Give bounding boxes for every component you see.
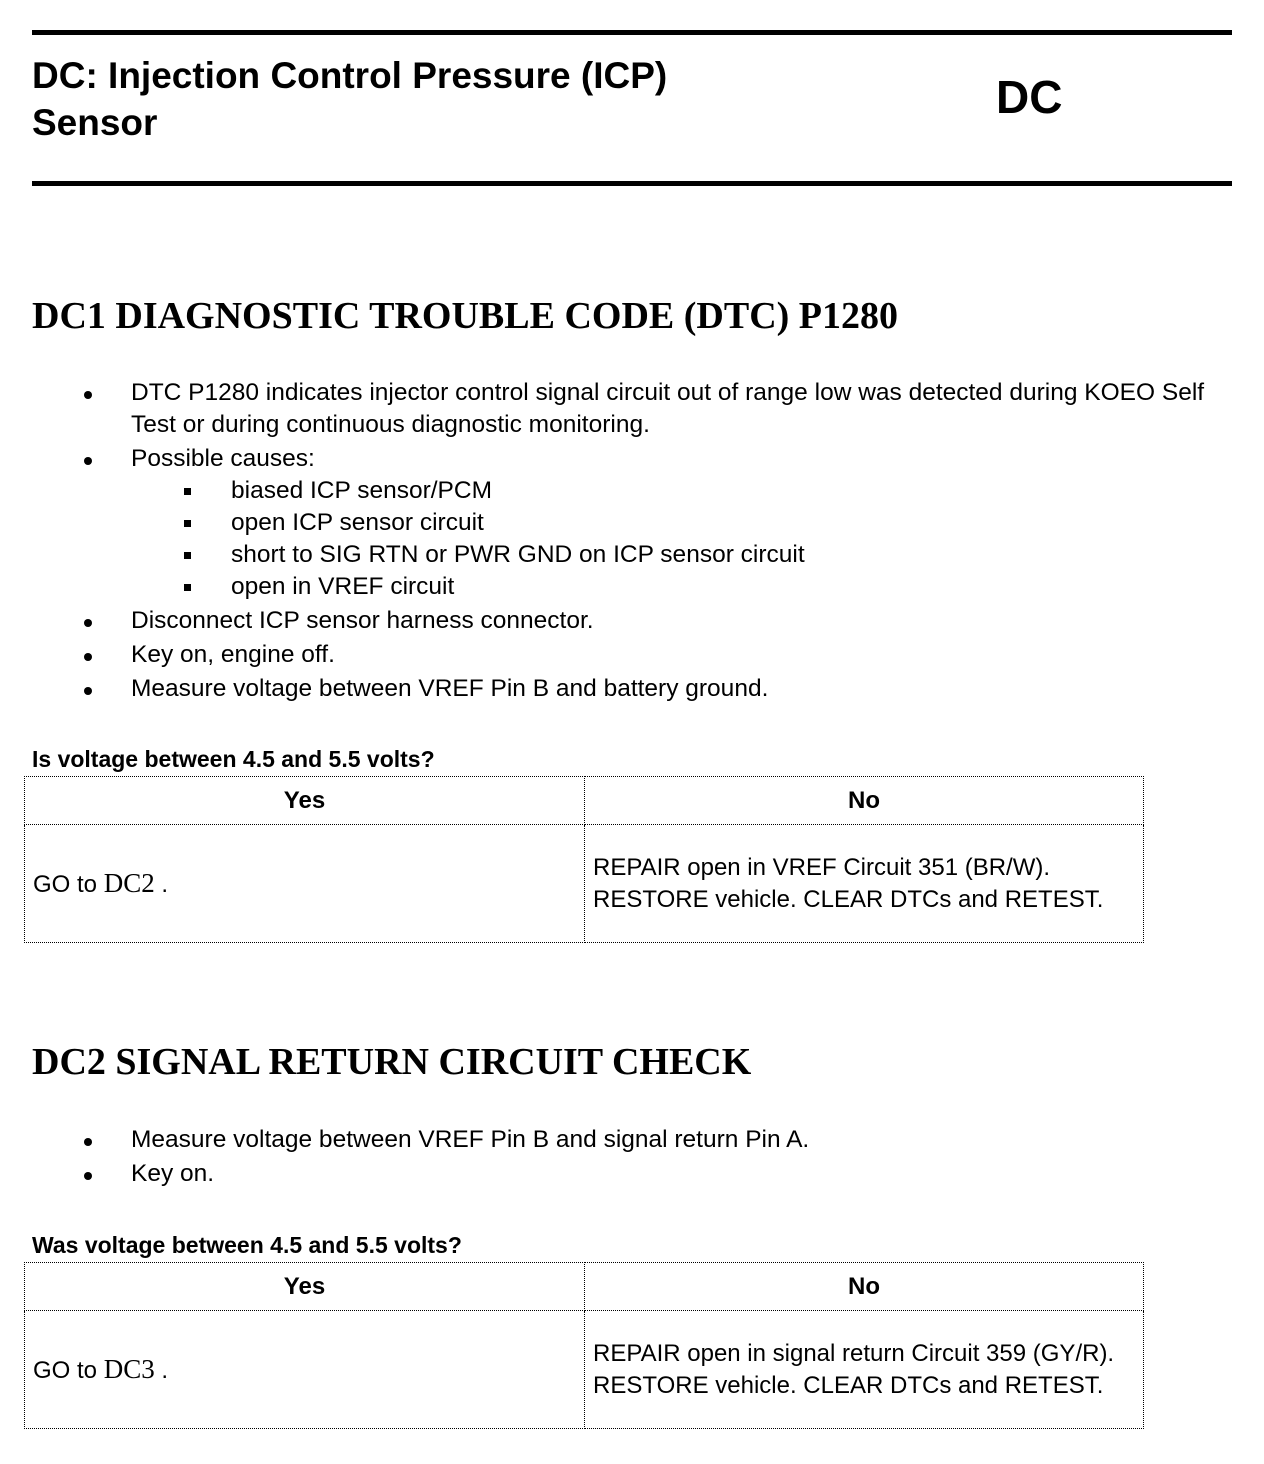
dc1-question: Is voltage between 4.5 and 5.5 volts?	[32, 746, 435, 772]
list-item	[0, 377, 1250, 441]
dc1-heading: DC1 DIAGNOSTIC TROUBLE CODE (DTC) P1280	[32, 295, 899, 337]
bullet-icon	[84, 457, 92, 465]
cause-text: open ICP sensor circuit	[231, 509, 484, 536]
list-item	[0, 639, 1250, 671]
section-code: DC	[996, 71, 1063, 123]
no-cell: REPAIR open in signal return Circuit 359 (GY/R). RESTORE vehicle. CLEAR DTCs and RETEST.	[585, 1311, 1144, 1429]
dc2-decision-table	[24, 1262, 1144, 1429]
header-bottom-rule	[32, 181, 1232, 186]
bullet-icon	[84, 687, 92, 695]
yes-column-header: Yes	[25, 1263, 585, 1311]
page-title: DC: Injection Control Pressure (ICP) Sensor	[32, 55, 668, 143]
cause-item	[131, 507, 1250, 539]
square-bullet-icon	[184, 488, 191, 495]
step-text: Disconnect ICP sensor harness connector.	[131, 607, 594, 634]
bullet-icon	[84, 391, 92, 399]
step-text: Key on, engine off.	[131, 641, 335, 668]
goto-suffix: .	[161, 1356, 169, 1384]
no-column-header: No	[585, 777, 1144, 825]
cause-item	[131, 539, 1250, 571]
no-cell: REPAIR open in VREF Circuit 351 (BR/W). RESTORE vehicle. CLEAR DTCs and RETEST.	[585, 825, 1144, 943]
goto-link[interactable]: DC2	[103, 867, 155, 898]
dc2-step-list	[0, 1124, 1250, 1192]
dc1-step-list	[0, 377, 1250, 707]
goto-suffix: .	[161, 870, 169, 898]
step-text: DTC P1280 indicates injector control signal circuit out of range low was detected during KOEO Self Test or during continuous diagnostic monitoring.	[131, 379, 1205, 438]
goto-link[interactable]: DC3	[103, 1353, 155, 1384]
possible-causes-list	[131, 475, 1250, 603]
table-header-row	[25, 1263, 1144, 1311]
square-bullet-icon	[184, 584, 191, 591]
bullet-icon	[84, 1172, 92, 1180]
table-header-row	[25, 777, 1144, 825]
table-row	[25, 1311, 1144, 1429]
step-text: Measure voltage between VREF Pin B and signal return Pin A.	[131, 1126, 810, 1153]
cause-item	[131, 475, 1250, 507]
dc1-decision-table	[24, 776, 1144, 943]
goto-prefix: GO to	[33, 1356, 98, 1384]
step-text: Possible causes:	[131, 445, 315, 472]
step-text: Key on.	[131, 1160, 215, 1187]
header-top-rule	[32, 30, 1232, 35]
yes-cell	[25, 1311, 585, 1429]
cause-text: open in VREF circuit	[231, 573, 455, 600]
cause-text: short to SIG RTN or PWR GND on ICP sensor circuit	[231, 541, 805, 568]
bullet-icon	[84, 1138, 92, 1146]
goto-prefix: GO to	[33, 870, 98, 898]
bullet-icon	[84, 619, 92, 627]
bullet-icon	[84, 653, 92, 661]
square-bullet-icon	[184, 552, 191, 559]
table-row	[25, 825, 1144, 943]
list-item	[0, 1158, 1250, 1190]
dc2-question: Was voltage between 4.5 and 5.5 volts?	[32, 1232, 462, 1258]
yes-column-header: Yes	[25, 777, 585, 825]
square-bullet-icon	[184, 520, 191, 527]
list-item	[0, 1124, 1250, 1156]
cause-text: biased ICP sensor/PCM	[231, 477, 492, 504]
list-item	[0, 673, 1250, 705]
cause-item	[131, 571, 1250, 603]
yes-cell	[25, 825, 585, 943]
no-column-header: No	[585, 1263, 1144, 1311]
dc2-heading: DC2 SIGNAL RETURN CIRCUIT CHECK	[32, 1041, 752, 1083]
list-item	[0, 443, 1250, 603]
list-item	[0, 605, 1250, 637]
step-text: Measure voltage between VREF Pin B and battery ground.	[131, 675, 769, 702]
